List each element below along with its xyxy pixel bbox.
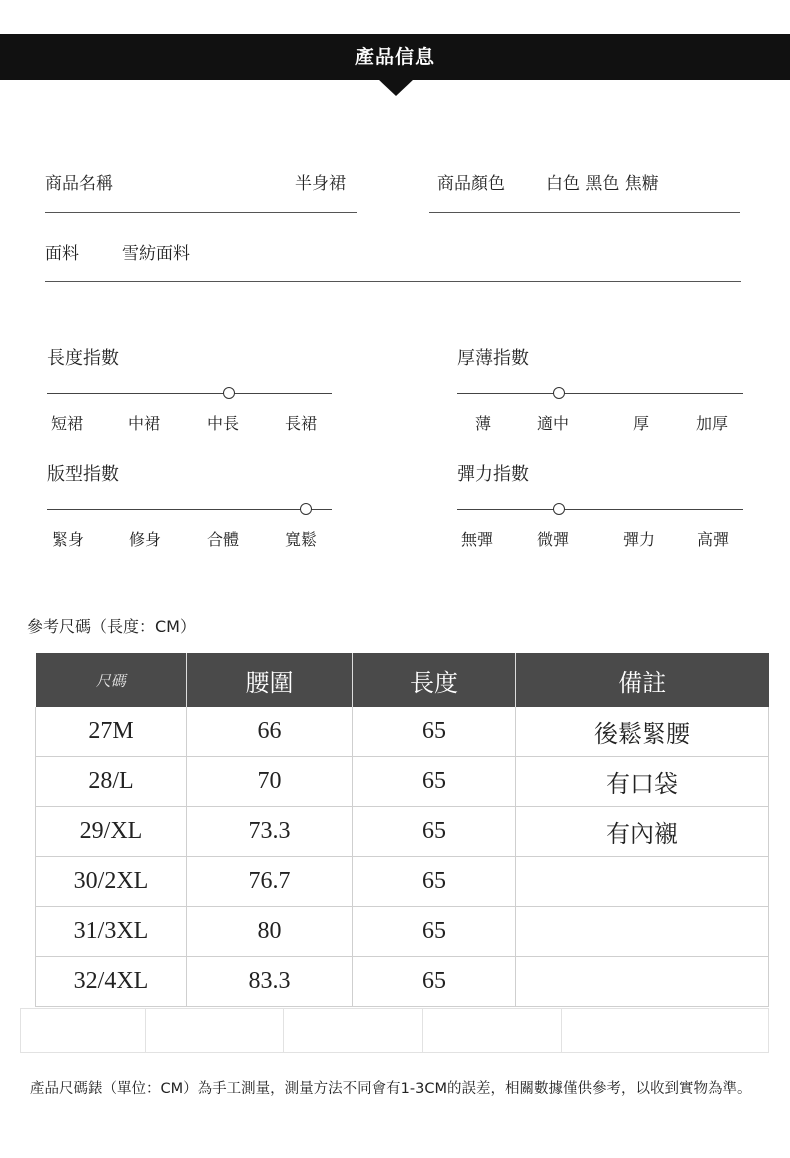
size-cell: 27M [36, 707, 187, 757]
column-header-waist: 腰圍 [187, 653, 353, 707]
column-header-size: 尺碼 [36, 653, 187, 707]
product-name-value: 半身裙 [295, 174, 346, 194]
length-cell: 65 [353, 907, 516, 957]
header-pointer-icon [378, 79, 414, 96]
product-color-label: 商品顏色 [437, 174, 505, 194]
elasticity-scale-label: 高彈 [696, 530, 729, 549]
waist-cell: 80 [187, 907, 353, 957]
length-cell: 65 [353, 857, 516, 907]
divider [422, 1008, 423, 1053]
divider [561, 1008, 562, 1053]
waist-cell: 76.7 [187, 857, 353, 907]
elasticity-scale-label: 無彈 [460, 530, 493, 549]
table-row [36, 707, 769, 757]
divider [429, 212, 740, 213]
size-cell: 32/4XL [36, 957, 187, 1007]
waist-cell: 70 [187, 757, 353, 807]
fit-scale-label: 修身 [128, 530, 161, 549]
footnote: 產品尺碼錶（單位：CM）為手工測量，測量方法不同會有1-3CM的誤差，相關數據僅供參考，以收到實物為準。 [30, 1081, 752, 1097]
length-cell: 65 [353, 757, 516, 807]
length-cell: 65 [353, 807, 516, 857]
table-row [36, 757, 769, 807]
notes-cell [516, 857, 769, 907]
waist-cell: 66 [187, 707, 353, 757]
fit-scale-label: 寬鬆 [284, 530, 317, 549]
column-header-length: 長度 [353, 653, 516, 707]
notes-cell [516, 957, 769, 1007]
length-cell: 65 [353, 707, 516, 757]
thickness-scale-marker [553, 387, 565, 399]
elasticity-scale-label: 微彈 [536, 530, 569, 549]
product-name-label: 商品名稱 [45, 174, 113, 194]
table-row [36, 857, 769, 907]
fit-scale-label: 合體 [206, 530, 239, 549]
size-cell: 29/XL [36, 807, 187, 857]
product-color-value: 白色 黑色 焦糖 [546, 174, 659, 194]
length-scale-label: 中長 [206, 414, 239, 433]
notes-cell: 後鬆緊腰 [516, 707, 769, 757]
fit-scale-track [47, 509, 332, 510]
notes-cell: 有口袋 [516, 757, 769, 807]
fit-scale-label: 緊身 [51, 530, 84, 549]
fabric-value: 雪紡面料 [122, 244, 190, 264]
table-row [36, 907, 769, 957]
length-scale-track [47, 393, 332, 394]
page-title: 產品信息 [354, 46, 435, 68]
size-cell: 30/2XL [36, 857, 187, 907]
waist-cell: 83.3 [187, 957, 353, 1007]
notes-cell: 有內襯 [516, 807, 769, 857]
length-cell: 65 [353, 957, 516, 1007]
divider [45, 212, 357, 213]
length-scale-label: 短裙 [50, 414, 83, 433]
fit-scale-title: 版型指數 [47, 464, 119, 485]
empty-table-row [20, 1008, 769, 1053]
elasticity-scale-marker [553, 503, 565, 515]
fit-scale-marker [300, 503, 312, 515]
table-row [36, 807, 769, 857]
thickness-scale-label: 適中 [536, 414, 569, 433]
fabric-label: 面料 [45, 244, 79, 264]
length-scale-label: 長裙 [284, 414, 317, 433]
length-scale-marker [223, 387, 235, 399]
thickness-scale-title: 厚薄指數 [457, 348, 529, 369]
divider [145, 1008, 146, 1053]
size-cell: 28/L [36, 757, 187, 807]
thickness-scale-track [457, 393, 743, 394]
notes-cell [516, 907, 769, 957]
elasticity-scale-label: 彈力 [622, 530, 655, 549]
divider [45, 281, 741, 282]
thickness-scale-label: 厚 [632, 414, 649, 433]
length-scale-label: 中裙 [127, 414, 160, 433]
elasticity-scale-title: 彈力指數 [457, 464, 529, 485]
size-chart-title: 參考尺碼（長度：CM） [27, 617, 196, 636]
waist-cell: 73.3 [187, 807, 353, 857]
length-scale-title: 長度指數 [47, 348, 119, 369]
thickness-scale-label: 薄 [474, 414, 491, 433]
thickness-scale-label: 加厚 [695, 414, 728, 433]
table-row [36, 957, 769, 1007]
size-cell: 31/3XL [36, 907, 187, 957]
elasticity-scale-track [457, 509, 743, 510]
divider [283, 1008, 284, 1053]
size-table [35, 653, 769, 1007]
column-header-notes: 備註 [516, 653, 769, 707]
table-header-row [36, 653, 769, 707]
